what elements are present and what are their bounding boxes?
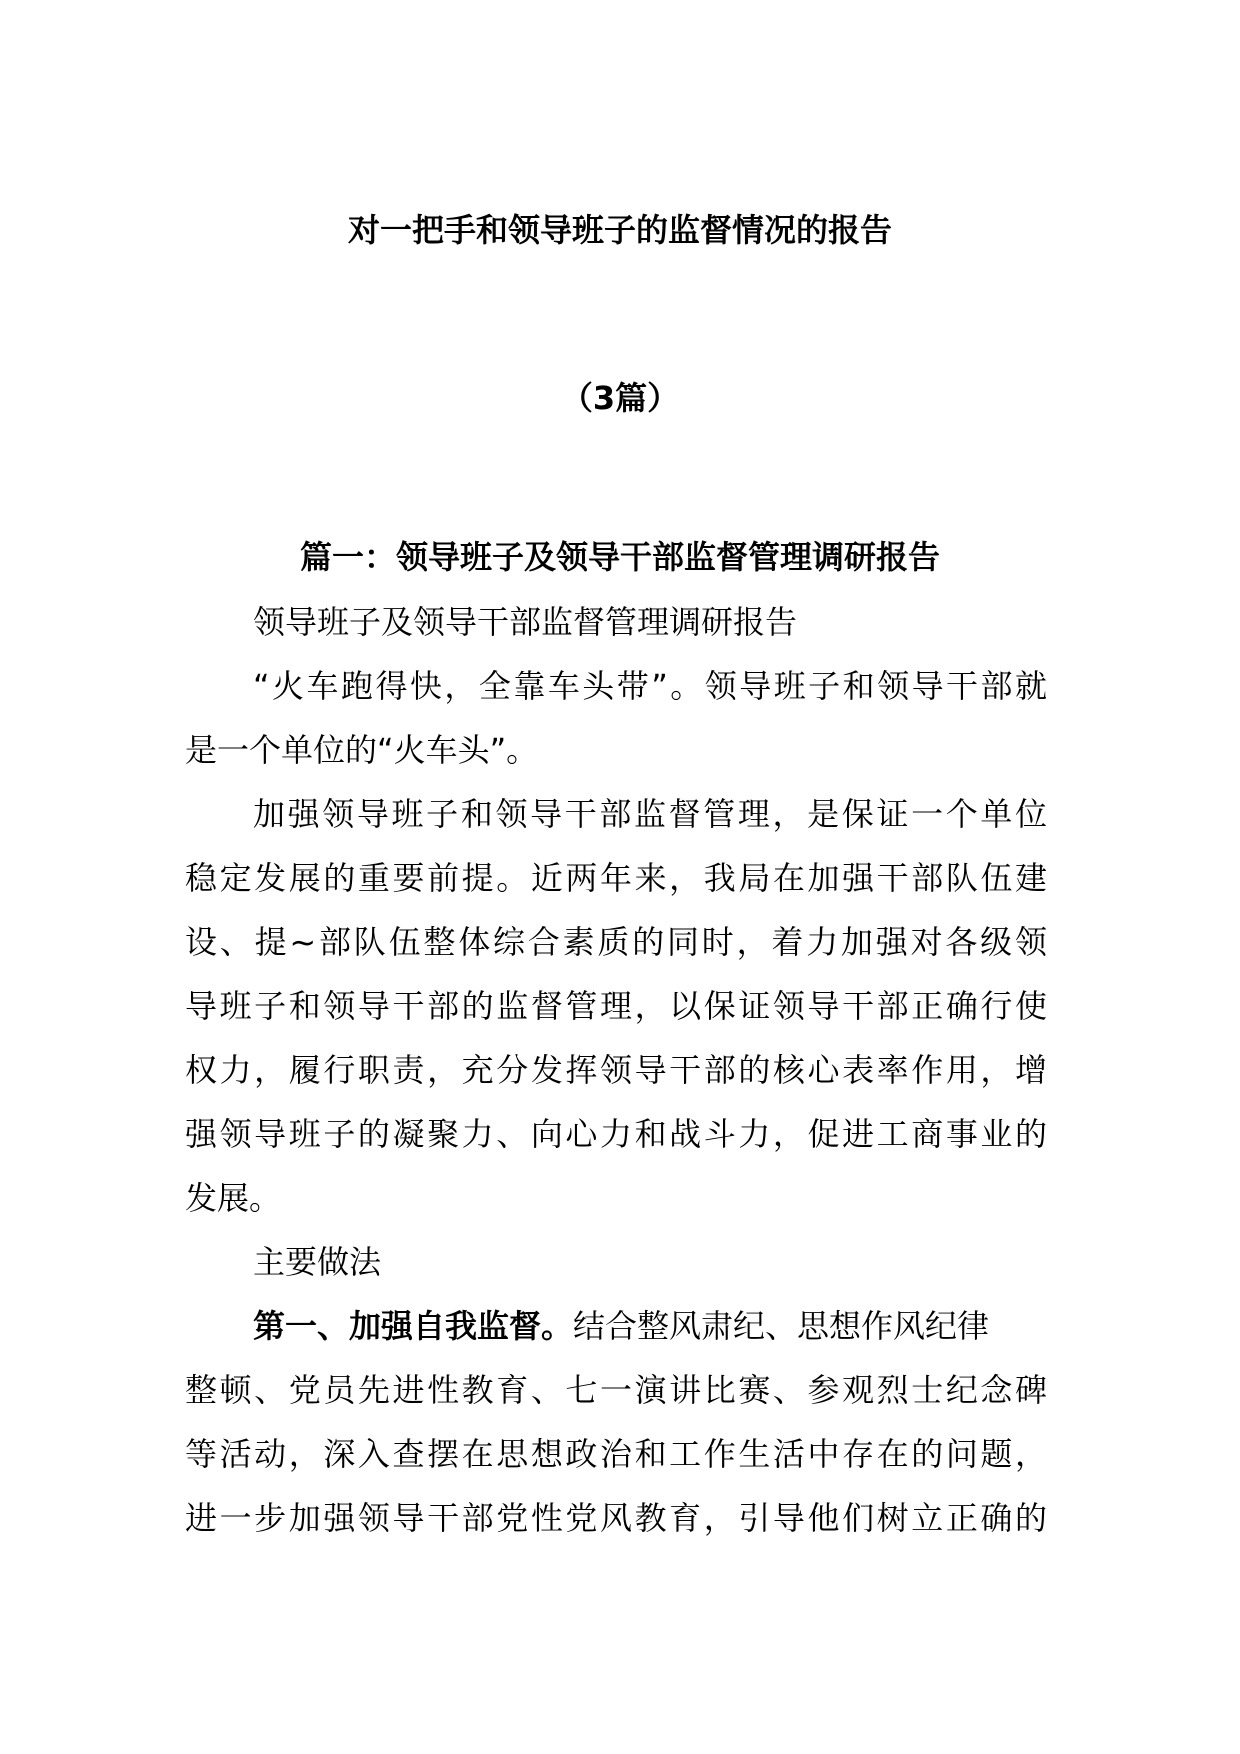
body-line: 领导班子及领导干部监督管理调研报告 [253, 603, 798, 641]
body-line: “火车跑得快，全靠车头带”。领导班子和领导干部就 [253, 667, 1047, 705]
body-line: 设、提~部队伍整体综合素质的同时，着力加强对各级领 [185, 923, 1047, 961]
section-heading: 篇一：领导班子及领导干部监督管理调研报告 [299, 538, 940, 576]
body-line: 强领导班子的凝聚力、向心力和战斗力，促进工商事业的 [185, 1115, 1047, 1153]
body-line: 权力，履行职责，充分发挥领导干部的核心表率作用，增 [185, 1051, 1047, 1089]
document-subtitle: （3篇） [560, 379, 680, 417]
body-line: 是一个单位的“火车头”。 [185, 731, 539, 769]
body-line: 稳定发展的重要前提。近两年来，我局在加强干部队伍建 [185, 859, 1047, 897]
body-line: 等活动，深入查摆在思想政治和工作生活中存在的问题， [185, 1435, 1047, 1473]
body-line: 发展。 [185, 1179, 282, 1217]
point-one-rest: 结合整风肃纪、思想作风纪律 [573, 1307, 990, 1345]
body-line: 加强领导班子和领导干部监督管理，是保证一个单位 [253, 795, 1047, 833]
document-title: 对一把手和领导班子的监督情况的报告 [347, 211, 892, 249]
body-line: 主要做法 [253, 1243, 382, 1281]
body-line: 导班子和领导干部的监督管理，以保证领导干部正确行使 [185, 987, 1047, 1025]
body-line: 整顿、党员先进性教育、七一演讲比赛、参观烈士纪念碑 [185, 1371, 1047, 1409]
body-line: 进一步加强领导干部党性党风教育，引导他们树立正确的 [185, 1499, 1047, 1537]
point-one-lead: 第一、加强自我监督。 [253, 1307, 574, 1345]
point-one-line [253, 1304, 989, 1348]
